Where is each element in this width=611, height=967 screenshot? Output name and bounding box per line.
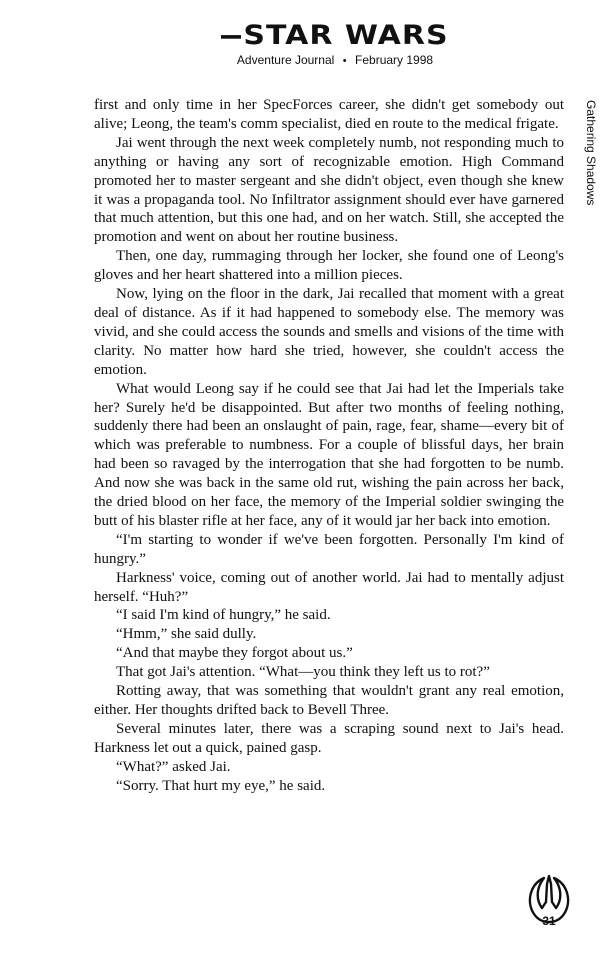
paragraph: Now, lying on the floor in the dark, Jai recalled that moment with a great deal of distance. As if it had happened to somebody else. The memory was vivid, and she could access the sounds and smells and visions of the time with clarity. No matter how hard she tried, however, she couldn't access the emotion. xyxy=(94,286,564,378)
paragraph: Jai went through the next week completely numb, not responding much to anything or having any sort of recognizable emotion. High Command promoted her to master sergeant and she didn't object, even though she knew it was a propaganda tool. No Infiltrator assignment should ever have garnered that much attention, but this one had, and on her watch. Still, she accepted the promotion and went on about her routine business. xyxy=(94,134,564,246)
separator-dot: • xyxy=(342,55,347,67)
star-wars-logo xyxy=(220,20,450,52)
page-number: 31 xyxy=(542,914,556,928)
paragraph: Several minutes later, there was a scraping sound next to Jai's head. Harkness let out a quick, pained gasp. xyxy=(94,720,564,756)
paragraph: Rotting away, that was something that wouldn't grant any real emotion, either. Her thoughts drifted back to Bevell Three. xyxy=(94,683,564,718)
paragraph: That got Jai's attention. “What—you think they left us to rot?” xyxy=(116,664,490,681)
issue-date: February 1998 xyxy=(355,53,434,67)
article-body xyxy=(94,96,564,796)
paragraph: “I'm starting to wonder if we've been forgotten. Personally I'm kind of hungry.” xyxy=(94,531,564,567)
paragraph: What would Leong say if he could see that Jai had let the Imperials take her? Surely he'd be disappointed. But after two months of feeling nothing, suddenly there had been an onslaught of pain, rage, fear, shame—every bit of which was preferable to numbness. For a couple of blissful days, her brain had been so ravaged by the interrogation that she had forgotten to be numb. And now she was back in the same old rut, wishing the pain across her back, the dried blood on her face, the memory of the Imperial soldier swinging the butt of his blaster rifle at her face, any of it would jar her back into emotion. xyxy=(94,380,564,529)
publication-line xyxy=(220,52,450,69)
paragraph: first and only time in her SpecForces career, she didn't get somebody out alive; Leong, the team's comm specialist, died en route to the medical frigate. xyxy=(94,97,564,132)
logo-rule xyxy=(221,35,241,39)
paragraph: “And that maybe they forgot about us.” xyxy=(116,645,353,662)
paragraph: “Sorry. That hurt my eye,” he said. xyxy=(116,777,326,794)
masthead xyxy=(220,18,450,80)
paragraph: Harkness' voice, coming out of another world. Jai had to mentally adjust herself. “Huh?” xyxy=(94,569,564,605)
publication-name: Adventure Journal xyxy=(236,53,335,67)
logo-text: STAR WARS xyxy=(243,19,449,52)
paragraph: Then, one day, rummaging through her locker, she found one of Leong's gloves and her heart shattered into a million pieces. xyxy=(94,248,564,284)
story-title-side-label: Gathering Shadows xyxy=(584,100,598,206)
paragraph: “Hmm,” she said dully. xyxy=(116,626,257,643)
paragraph: “What?” asked Jai. xyxy=(116,758,231,775)
paragraph: “I said I'm kind of hungry,” he said. xyxy=(116,607,331,624)
